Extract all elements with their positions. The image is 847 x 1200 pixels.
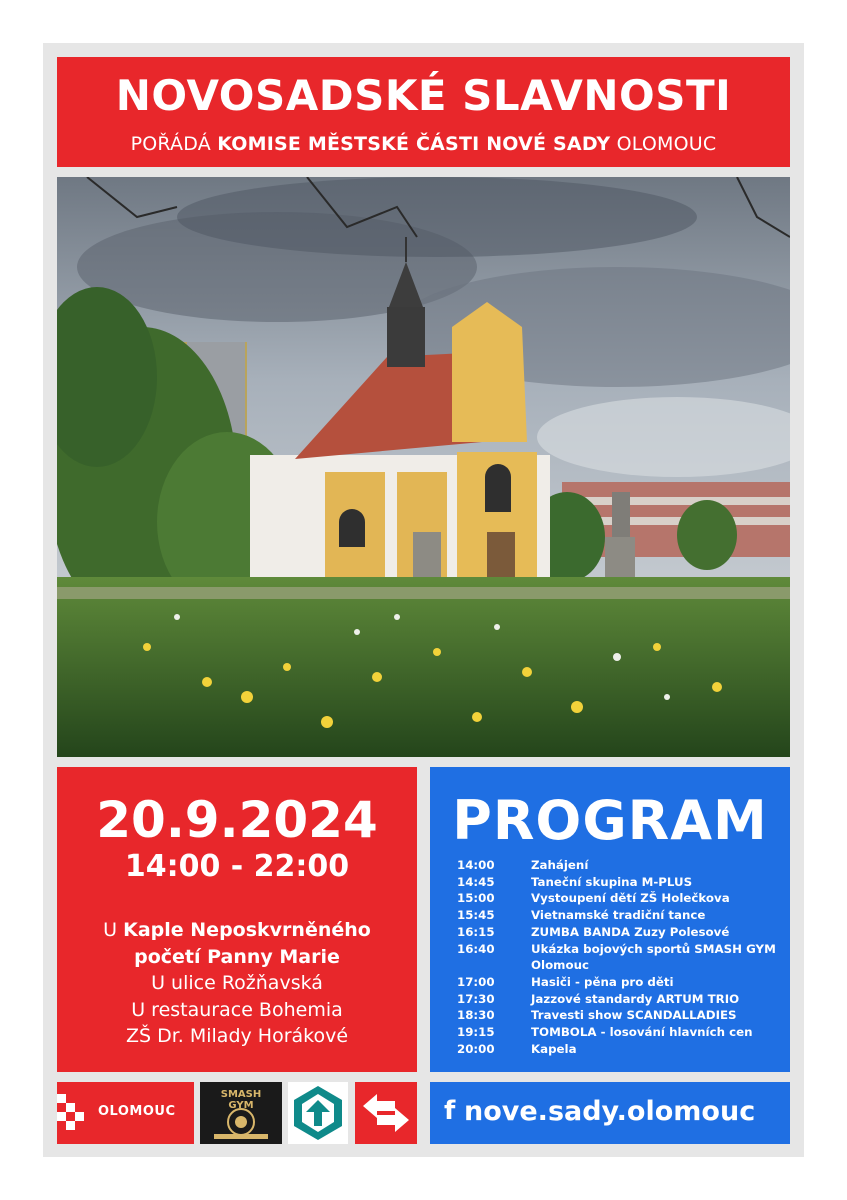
smash-emblem-icon bbox=[200, 1082, 282, 1144]
program-item bbox=[457, 890, 782, 907]
organizer-city: OLOMOUC bbox=[616, 133, 717, 155]
program-item bbox=[457, 874, 782, 891]
program-activity: Ukázka bojových sportů SMASH GYM Olomouc bbox=[531, 941, 776, 973]
program-item bbox=[457, 941, 782, 974]
program-item bbox=[457, 1024, 782, 1041]
chapel-name-2: početí Panny Marie bbox=[134, 945, 340, 968]
event-place bbox=[67, 917, 407, 1050]
program-activity: Vietnamské tradiční tance bbox=[531, 908, 706, 923]
program-activity: Hasiči - pěna pro děti bbox=[531, 974, 674, 989]
program-time: 20:00 bbox=[457, 1041, 495, 1056]
program-item bbox=[457, 1007, 782, 1024]
olomouc-checker-icon bbox=[57, 1082, 87, 1144]
program-activity: Kapela bbox=[531, 1041, 577, 1056]
program-activity: Taneční skupina M-PLUS bbox=[531, 874, 693, 889]
program-activity: TOMBOLA - losování hlavních cen bbox=[531, 1025, 753, 1040]
program-activity: Jazzové standardy ARTUM TRIO bbox=[531, 991, 740, 1006]
program-activity: ZUMBA BANDA Zuzy Polesové bbox=[531, 924, 730, 939]
program-title: PROGRAM bbox=[452, 789, 768, 852]
place-line-1 bbox=[67, 917, 407, 944]
program-item bbox=[457, 907, 782, 924]
event-info bbox=[57, 767, 417, 1072]
program-time: 18:30 bbox=[457, 1008, 495, 1023]
smash-logo-line1: SMASH bbox=[220, 1089, 262, 1100]
program-activity: Vystoupení dětí ZŠ Holečkova bbox=[531, 891, 730, 906]
program-time: 19:15 bbox=[457, 1025, 495, 1040]
program-item bbox=[457, 991, 782, 1008]
program-time: 15:00 bbox=[457, 891, 495, 906]
organizer-prefix: POŘÁDÁ bbox=[130, 133, 211, 155]
teal-arrow-icon bbox=[288, 1082, 348, 1144]
place-line-2 bbox=[67, 944, 407, 971]
event-time: 14:00 - 22:00 bbox=[124, 849, 350, 884]
event-date: 20.9.2024 bbox=[96, 791, 378, 849]
program-item bbox=[457, 974, 782, 991]
organizer-line bbox=[57, 133, 790, 155]
chapel-name-1: Kaple Neposkvrněného bbox=[123, 919, 371, 941]
program-time: 14:45 bbox=[457, 874, 495, 889]
olomouc-logo-text: OLOMOUC bbox=[98, 1104, 176, 1119]
program-time: 16:40 bbox=[457, 941, 495, 956]
program-time: 17:30 bbox=[457, 991, 495, 1006]
facebook-icon: f bbox=[444, 1096, 456, 1126]
place-line-4: U restaurace Bohemia bbox=[131, 998, 343, 1021]
program-list bbox=[457, 857, 782, 1057]
place-prefix: U bbox=[103, 919, 118, 941]
program-item bbox=[457, 857, 782, 874]
chapel-photo bbox=[57, 177, 790, 757]
teal-arrow-logo bbox=[288, 1082, 348, 1144]
facebook-link[interactable] bbox=[430, 1082, 790, 1144]
place-line-3: U ulice Rožňavská bbox=[151, 972, 323, 994]
olomouc-city-logo bbox=[57, 1082, 194, 1144]
program-time: 15:45 bbox=[457, 908, 495, 923]
organizer-name: KOMISE MĚSTSKÉ ČÁSTI NOVÉ SADY bbox=[217, 133, 611, 155]
smash-logo-line2: GYM bbox=[228, 1100, 254, 1111]
smash-gym-logo bbox=[200, 1082, 282, 1144]
facebook-handle: nove.sady.olomouc bbox=[464, 1096, 756, 1127]
program-panel bbox=[430, 767, 790, 1072]
program-activity: Travesti show SCANDALLADIES bbox=[531, 1008, 737, 1023]
program-item bbox=[457, 924, 782, 941]
red-arrows-logo bbox=[355, 1082, 417, 1144]
program-time: 17:00 bbox=[457, 974, 495, 989]
poster-title: NOVOSADSKÉ SLAVNOSTI bbox=[115, 71, 732, 120]
program-time: 14:00 bbox=[457, 858, 495, 872]
poster-header bbox=[57, 57, 790, 167]
place-line-5: ZŠ Dr. Milady Horákové bbox=[125, 1025, 349, 1047]
arrows-icon bbox=[355, 1082, 417, 1144]
program-time: 16:15 bbox=[457, 924, 495, 939]
program-item bbox=[457, 1041, 782, 1058]
program-activity: Zahájení bbox=[531, 858, 589, 872]
